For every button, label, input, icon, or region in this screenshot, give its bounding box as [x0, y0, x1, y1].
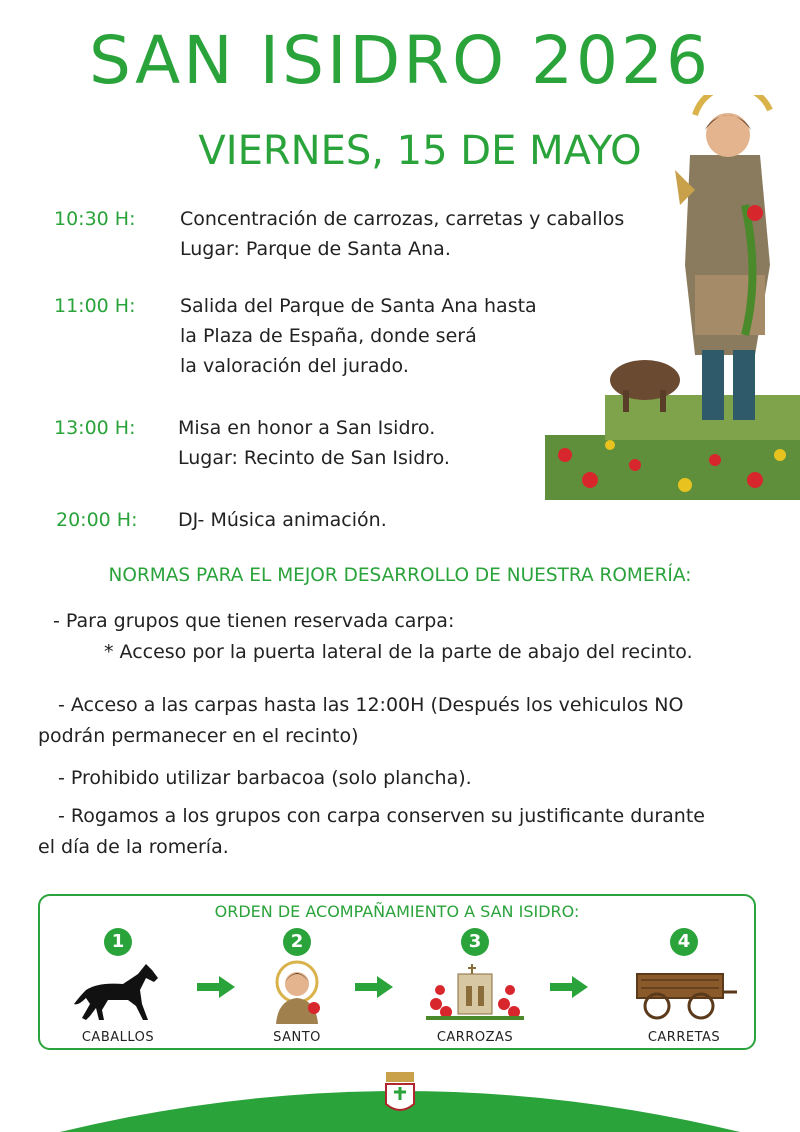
schedule-time: 13:00 H:	[54, 417, 136, 439]
schedule-line: Lugar: Recinto de San Isidro.	[178, 447, 450, 469]
step-number: 2	[283, 928, 311, 956]
rule-text: el día de la romería.	[38, 836, 229, 858]
saint-icon	[262, 960, 332, 1024]
rule-item	[38, 690, 768, 752]
event-date: VIERNES, 15 DE MAYO	[198, 128, 642, 174]
arrow-right-icon	[353, 974, 395, 1000]
order-box	[38, 894, 756, 1050]
rule-text: - Rogamos a los grupos con carpa conserven su justificante durante	[58, 805, 705, 827]
step-label: CARROZAS	[436, 1030, 514, 1045]
rule-text: - Para grupos que tienen reservada carpa:	[53, 610, 455, 632]
step-number: 1	[104, 928, 132, 956]
saint-isidro-illustration	[545, 95, 800, 500]
float-icon	[420, 960, 530, 1024]
schedule-line: Lugar: Parque de Santa Ana.	[180, 238, 451, 260]
order-step	[415, 928, 535, 1045]
step-label: SANTO	[273, 1030, 321, 1045]
rules-title: NORMAS PARA EL MEJOR DESARROLLO DE NUESTRA ROMERÍA:	[108, 565, 692, 586]
rule-text: podrán permanecer en el recinto)	[38, 725, 359, 747]
schedule-line: DJ- Música animación.	[178, 509, 387, 531]
rule-text: - Acceso a las carpas hasta las 12:00H (Después los vehiculos NO	[58, 694, 684, 716]
arrow-right-icon	[548, 974, 590, 1000]
horse-icon	[68, 960, 168, 1024]
order-step	[58, 928, 178, 1045]
rule-subtext: * Acceso por la puerta lateral de la parte de abajo del recinto.	[104, 641, 693, 663]
step-label: CARRETAS	[647, 1030, 721, 1045]
schedule-time: 11:00 H:	[54, 295, 136, 317]
cart-icon	[629, 960, 739, 1024]
rule-text: - Prohibido utilizar barbacoa (solo plancha).	[58, 767, 472, 789]
step-number: 3	[461, 928, 489, 956]
order-step	[237, 928, 357, 1045]
schedule-line: la valoración del jurado.	[180, 355, 409, 377]
schedule-time: 20:00 H:	[56, 509, 138, 531]
schedule-line: la Plaza de España, donde será	[180, 325, 477, 347]
step-number: 4	[670, 928, 698, 956]
order-step	[624, 928, 744, 1045]
schedule-line: Concentración de carrozas, carretas y caballos	[180, 208, 625, 230]
schedule-time: 10:30 H:	[54, 208, 136, 230]
rule-item	[38, 801, 768, 863]
order-title: ORDEN DE ACOMPAÑAMIENTO A SAN ISIDRO:	[214, 902, 580, 921]
schedule-description	[180, 204, 624, 264]
footer-hill	[0, 1060, 800, 1132]
schedule-line: Salida del Parque de Santa Ana hasta	[180, 295, 537, 317]
schedule-description	[178, 505, 387, 535]
schedule-line: Misa en honor a San Isidro.	[178, 417, 436, 439]
arrow-right-icon	[195, 974, 237, 1000]
schedule-description	[178, 413, 450, 473]
rule-item	[38, 763, 768, 794]
coat-of-arms-icon	[386, 1072, 414, 1110]
step-label: CABALLOS	[81, 1030, 155, 1045]
schedule-description	[180, 291, 537, 381]
rule-item	[38, 606, 768, 668]
page-title: SAN ISIDRO 2026	[88, 22, 712, 99]
